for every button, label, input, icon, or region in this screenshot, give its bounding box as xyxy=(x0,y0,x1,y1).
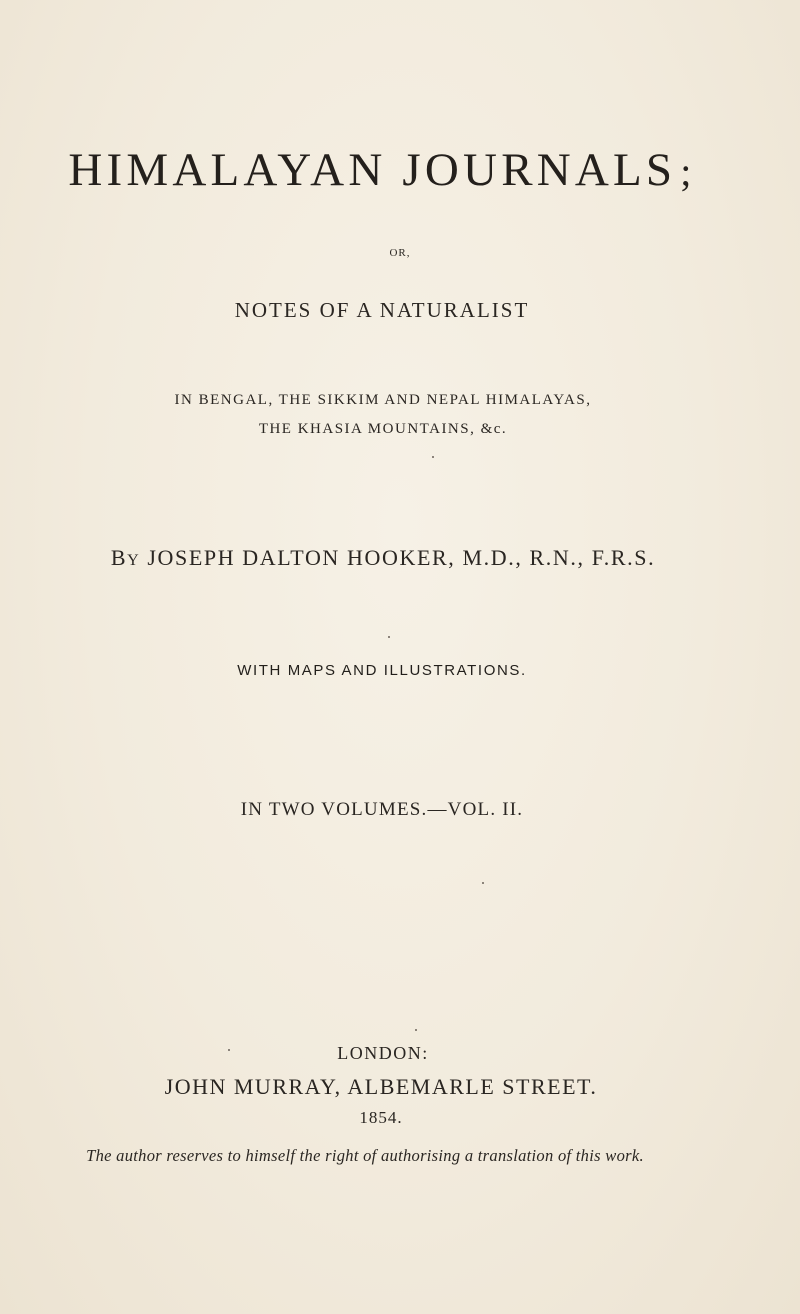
region-line-1: IN BENGAL, THE SIKKIM AND NEPAL HIMALAYAS, xyxy=(174,392,592,408)
author-line xyxy=(0,545,783,571)
rights-notice: The author reserves to himself the right of authorising a translation of this work. xyxy=(86,1146,644,1165)
author-by-small: Y xyxy=(127,552,141,569)
imprint-publisher: JOHN MURRAY, ALBEMARLE STREET. xyxy=(164,1074,598,1099)
illustrations-note: WITH MAPS AND ILLUSTRATIONS. xyxy=(237,662,527,679)
region-line-2: THE KHASIA MOUNTAINS, &c. xyxy=(258,421,508,437)
book-title-punctuation: ; xyxy=(680,149,696,194)
paper-speck xyxy=(482,882,484,884)
book-title xyxy=(0,143,782,197)
book-title-text: HIMALAYAN JOURNALS xyxy=(68,144,677,196)
paper-speck xyxy=(415,1029,417,1031)
author-by-initial: B xyxy=(110,545,128,570)
paper-speck xyxy=(432,456,434,458)
author-name: JOSEPH DALTON HOOKER, M.D., R.N., F.R.S. xyxy=(147,545,656,570)
or-connector: OR, xyxy=(389,247,411,259)
imprint-year: 1854. xyxy=(359,1108,403,1127)
volume-info: IN TWO VOLUMES.—VOL. II. xyxy=(240,799,524,820)
paper-speck xyxy=(388,636,390,638)
imprint-city: LONDON: xyxy=(337,1043,429,1063)
book-subtitle: NOTES OF A NATURALIST xyxy=(234,298,530,322)
paper-speck xyxy=(228,1049,230,1051)
